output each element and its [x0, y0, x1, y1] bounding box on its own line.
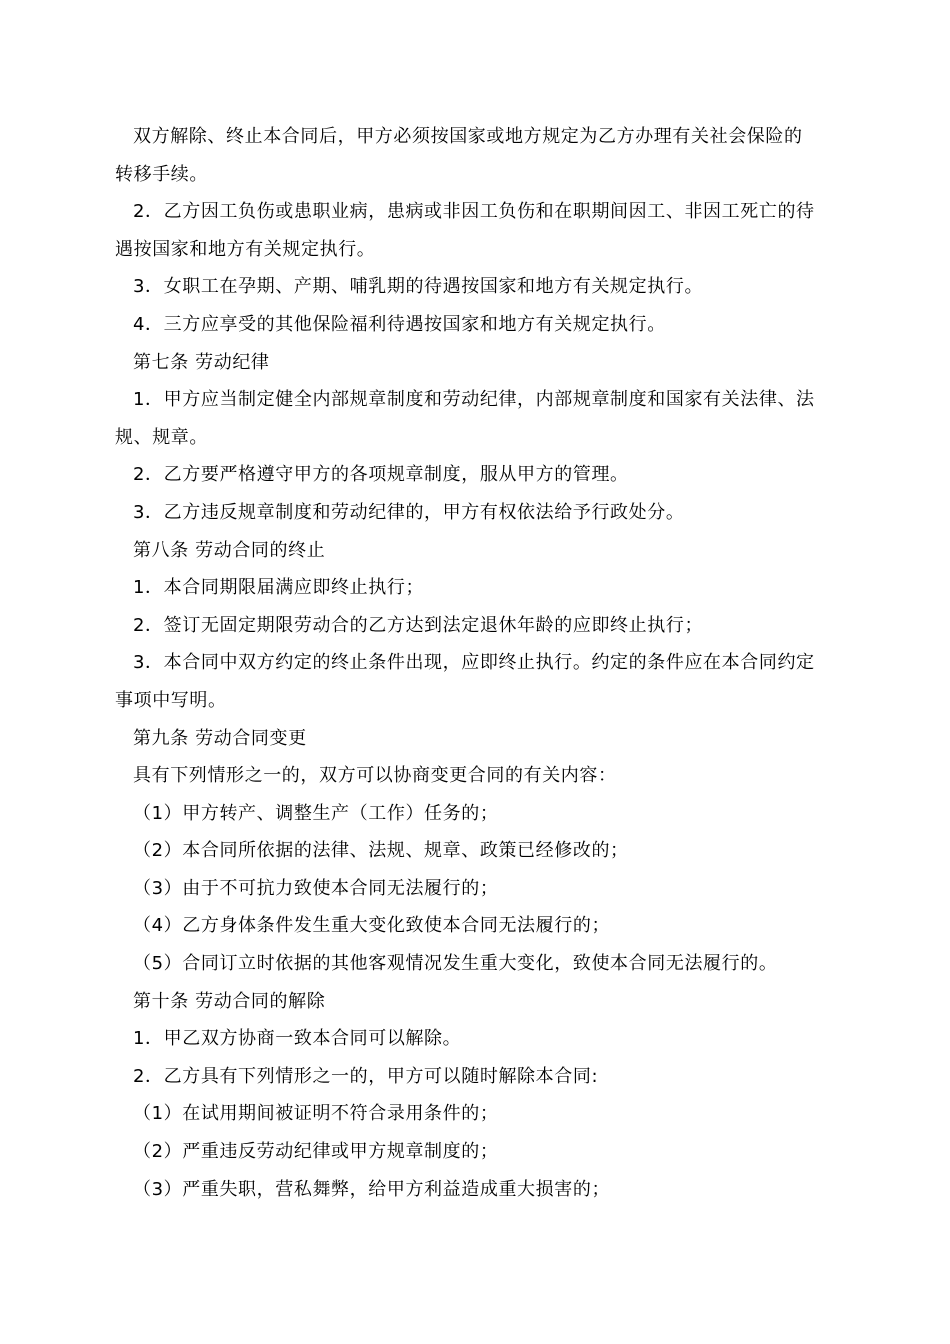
list-item: （3）严重失职，营私舞弊，给甲方利益造成重大损害的；	[133, 1178, 611, 1200]
paragraph-line: 双方解除、终止本合同后，甲方必须按国家或地方规定为乙方办理有关社会保险的	[133, 126, 803, 147]
paragraph-line: 2．乙方要严格遵守甲方的各项规章制度，服从甲方的管理。	[133, 464, 629, 486]
paragraph-line: 3．本合同中双方约定的终止条件出现，应即终止执行。约定的条件应在本合同约定	[133, 652, 815, 674]
paragraph-line: 事项中写明。	[115, 689, 227, 711]
list-item: （1）在试用期间被证明不符合录用条件的；	[133, 1103, 499, 1125]
section-heading: 第七条 劳动纪律	[133, 351, 270, 373]
paragraph-line: 4．三方应享受的其他保险福利待遇按国家和地方有关规定执行。	[133, 313, 666, 335]
paragraph-line: 3．乙方违反规章制度和劳动纪律的，甲方有权依法给予行政处分。	[133, 501, 685, 523]
section-heading: 第八条 劳动合同的终止	[133, 539, 326, 561]
paragraph-line: 2．乙方因工负伤或患职业病，患病或非因工负伤和在职期间因工、非因工死亡的待	[133, 201, 815, 223]
list-item: （5）合同订立时依据的其他客观情况发生重大变化，致使本合同无法履行的。	[133, 953, 778, 975]
list-item: （3）由于不可抗力致使本合同无法履行的；	[133, 877, 499, 899]
section-heading: 第十条 劳动合同的解除	[133, 990, 326, 1012]
paragraph-line: 具有下列情形之一的，双方可以协商变更合同的有关内容：	[133, 765, 617, 787]
paragraph-line: 3．女职工在孕期、产期、哺乳期的待遇按国家和地方有关规定执行。	[133, 276, 704, 298]
document-page	[115, 118, 840, 1208]
list-item: （1）甲方转产、调整生产（工作）任务的；	[133, 802, 499, 824]
paragraph-line: 转移手续。	[115, 163, 208, 185]
list-item: （2）严重违反劳动纪律或甲方规章制度的；	[133, 1141, 499, 1163]
paragraph-line: 规、规章。	[115, 426, 208, 448]
paragraph-line: 1．甲方应当制定健全内部规章制度和劳动纪律，内部规章制度和国家有关法律、法	[133, 389, 815, 411]
paragraph-line: 1．本合同期限届满应即终止执行；	[133, 577, 425, 599]
list-item: （2）本合同所依据的法律、法规、规章、政策已经修改的；	[133, 840, 629, 862]
paragraph-line: 2．乙方具有下列情形之一的，甲方可以随时解除本合同:	[133, 1065, 599, 1087]
list-item: （4）乙方身体条件发生重大变化致使本合同无法履行的；	[133, 915, 611, 937]
paragraph-line: 2．签订无固定期限劳动合的乙方达到法定退休年龄的应即终止执行；	[133, 614, 704, 636]
paragraph-line: 1．甲乙双方协商一致本合同可以解除。	[133, 1028, 462, 1050]
paragraph-line: 遇按国家和地方有关规定执行。	[115, 238, 376, 260]
section-heading: 第九条 劳动合同变更	[133, 727, 307, 749]
